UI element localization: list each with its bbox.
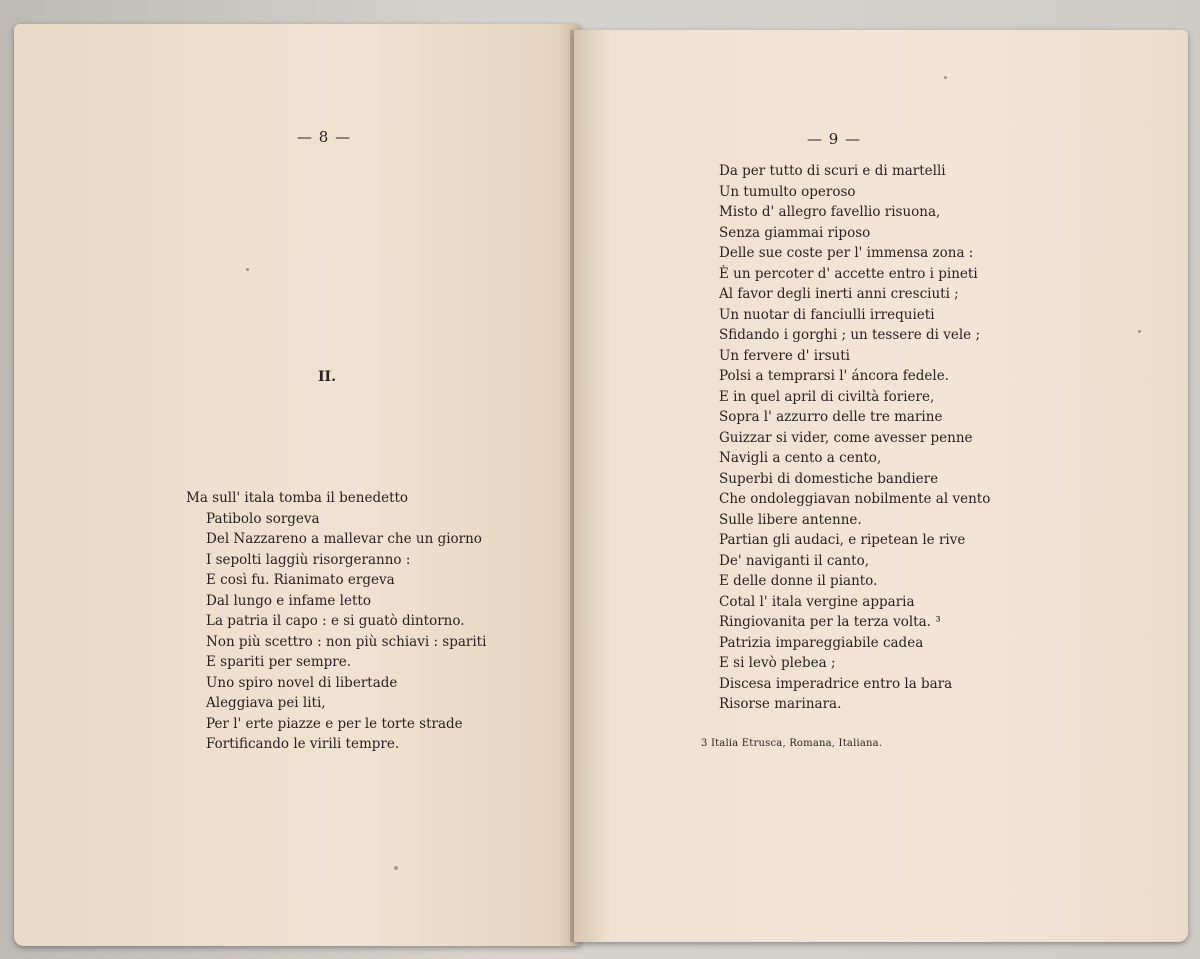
poem-line: Per l' erte piazze e per le torte strade	[206, 715, 463, 732]
poem-line: Ringiovanita per la terza volta. ³	[719, 614, 941, 630]
poem-line: Misto d' allegro favellio risuona,	[719, 204, 941, 220]
poem-line: Un nuotar di fanciulli irrequieti	[719, 306, 935, 323]
paper-speck	[394, 866, 398, 870]
poem-line: Aleggiava pei liti,	[206, 695, 326, 711]
poem-right	[719, 161, 990, 715]
page-number-right: — 9 —	[807, 130, 862, 148]
poem-line: Patibolo sorgeva	[206, 510, 320, 527]
poem-line: Sfidando i gorghi ; un tessere di vele ;	[719, 327, 981, 343]
poem-line: Un tumulto operoso	[719, 183, 856, 200]
poem-line: Da per tutto di scuri e di martelli	[719, 163, 946, 179]
poem-line: La patria il capo : e si guatò dintorno.	[206, 613, 465, 629]
poem-line: Cotal l' itala vergine apparia	[719, 593, 915, 610]
poem-left	[186, 488, 486, 755]
poem-line: Senza giammai riposo	[719, 224, 871, 241]
poem-line: Un fervere d' irsuti	[719, 347, 850, 364]
poem-line: Delle sue coste per l' immensa zona :	[719, 245, 974, 261]
paper-speck	[246, 268, 249, 271]
poem-line: E così fu. Rianimato ergeva	[206, 572, 395, 588]
poem-line: Discesa imperadrice entro la bara	[719, 675, 953, 692]
poem-line: E si levò plebea ;	[719, 655, 836, 671]
poem-line: È un percoter d' accette entro i pineti	[719, 265, 978, 282]
poem-line: Patrizia impareggiabile cadea	[719, 634, 924, 651]
poem-line: Sulle libere antenne.	[719, 511, 862, 528]
poem-line: Ma sull' itala tomba il benedetto	[186, 490, 409, 506]
poem-line: Guizzar si vider, come avesser penne	[719, 429, 973, 446]
poem-line: Uno spiro novel di libertade	[206, 674, 398, 691]
poem-line: Del Nazzareno a mallevar che un giorno	[206, 531, 482, 547]
poem-line: Navigli a cento a cento,	[719, 450, 882, 466]
poem-line: Che ondoleggiavan nobilmente al vento	[719, 491, 991, 507]
poem-line: E spariti per sempre.	[206, 654, 352, 670]
poem-line: E in quel april di civiltà foriere,	[719, 388, 935, 405]
poem-line: E delle donne il pianto.	[719, 573, 878, 589]
poem-line: Partian gli audaci, e ripetean le rive	[719, 532, 966, 548]
poem-line: Non più scettro : non più schiavi : spariti	[206, 633, 487, 650]
right-page	[574, 30, 1188, 942]
poem-line: I sepolti laggiù risorgeranno :	[206, 551, 411, 568]
page-number-left: — 8 —	[297, 128, 352, 146]
paper-speck	[944, 76, 947, 79]
poem-line: Dal lungo e infame letto	[206, 592, 371, 609]
poem-line: Sopra l' azzurro delle tre marine	[719, 409, 943, 425]
poem-line: Polsi a temprarsi l' áncora fedele.	[719, 368, 949, 384]
poem-line: Fortificando le virili tempre.	[206, 736, 400, 752]
poem-line: Superbi di domestiche bandiere	[719, 470, 939, 487]
poem-line: De' naviganti il canto,	[719, 552, 869, 569]
paper-speck	[1138, 330, 1141, 333]
poem-line: Risorse marinara.	[719, 696, 842, 712]
section-heading: II.	[318, 369, 336, 385]
poem-line: Al favor degli inerti anni cresciuti ;	[719, 286, 959, 302]
footnote: 3 Italia Etrusca, Romana, Italiana.	[701, 738, 883, 749]
left-page	[14, 24, 580, 946]
